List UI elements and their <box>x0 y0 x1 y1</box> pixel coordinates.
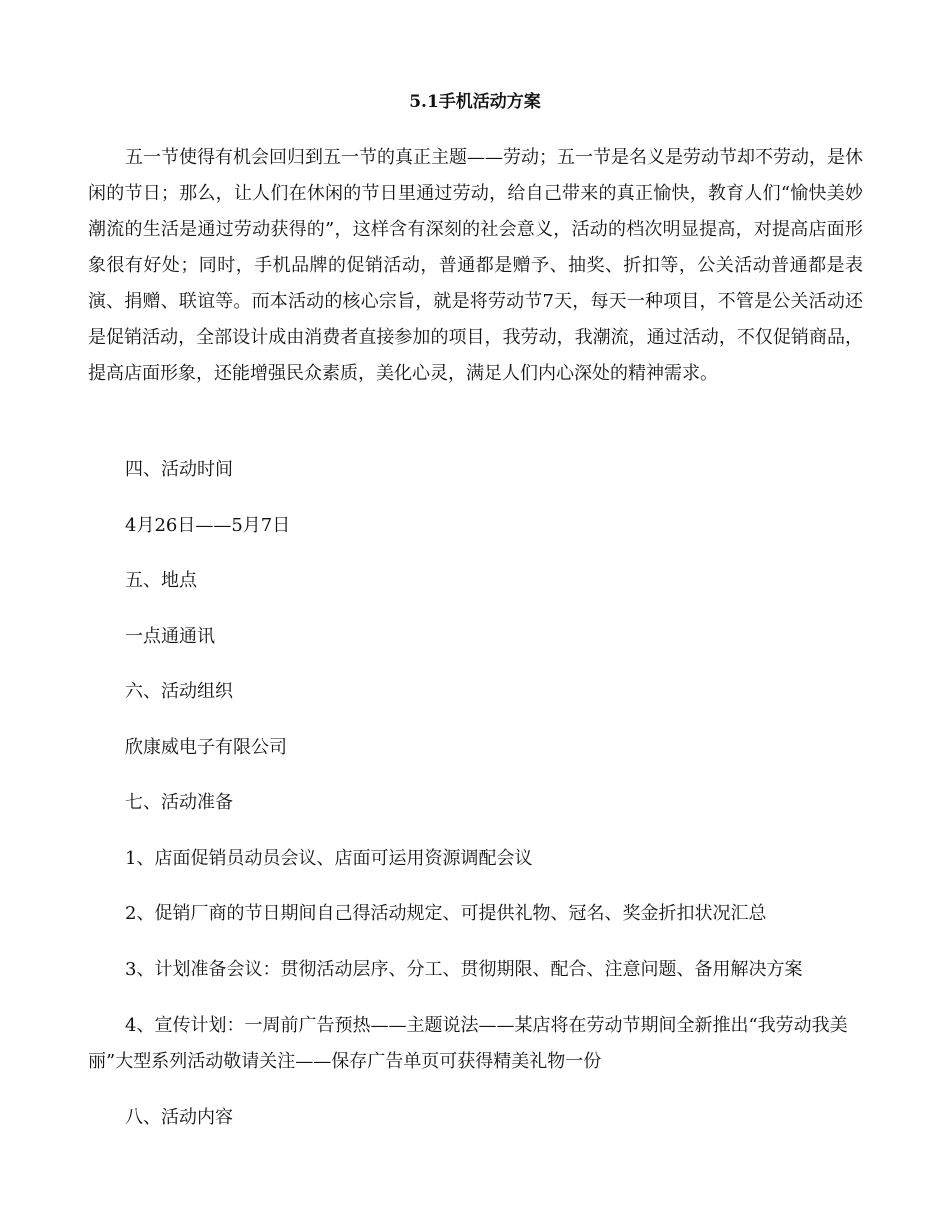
prep-item-3: 3、计划准备会议：贯彻活动层序、分工、贯彻期限、配合、注意问题、备用解决方案 <box>125 959 803 980</box>
prep-item-2: 2、促销厂商的节日期间自己得活动规定、可提供礼物、冠名、奖金折扣状况汇总 <box>125 903 767 924</box>
prep-item-4: 4、宣传计划：一周前广告预热——主题说法——某店将在劳动节期间全新推出“我劳动我美丽”大型系列活动敬请关注——保存广告单页可获得精美礼物一份 <box>88 1015 848 1072</box>
section-6-value: 欣康威电子有限公司 <box>125 737 287 758</box>
section-7-heading: 七、活动准备 <box>125 792 233 813</box>
intro-paragraph: 五一节使得有机会回归到五一节的真正主题——劳动；五一节是名义是劳动节却不劳动，是休闲的节日；那么，让人们在休闲的节日里通过劳动，给自己带来的真正愉快，教育人们“愉快美妙潮流的生活是通过劳动获得的”，这样含有深刻的社会意义，活动的档次明显提高，对提高店面形象很有好处；同时，手机品牌的促销活动，普通都是赠予、抽奖、折扣等，公关活动普通都是表演、捐赠、联谊等。而本活动的核心宗旨，就是将劳动节7天，每天一种项目，不管是公关活动还是促销活动，全部设计成由消费者直接参加的项目，我劳动，我潮流，通过活动，不仅促销商品，提高店面形象，还能增强民众素质，美化心灵，满足人们内心深处的精神需求。 <box>88 147 863 384</box>
document-title: 5.1手机活动方案 <box>409 92 541 112</box>
section-4-heading: 四、活动时间 <box>125 459 233 480</box>
section-5-value: 一点通通讯 <box>125 626 215 647</box>
section-8-heading: 八、活动内容 <box>125 1107 233 1128</box>
section-6-heading: 六、活动组织 <box>125 681 233 702</box>
section-5-heading: 五、地点 <box>125 570 197 591</box>
prep-item-1: 1、店面促销员动员会议、店面可运用资源调配会议 <box>125 848 533 869</box>
section-4-value: 4月26日——5月7日 <box>125 515 291 536</box>
